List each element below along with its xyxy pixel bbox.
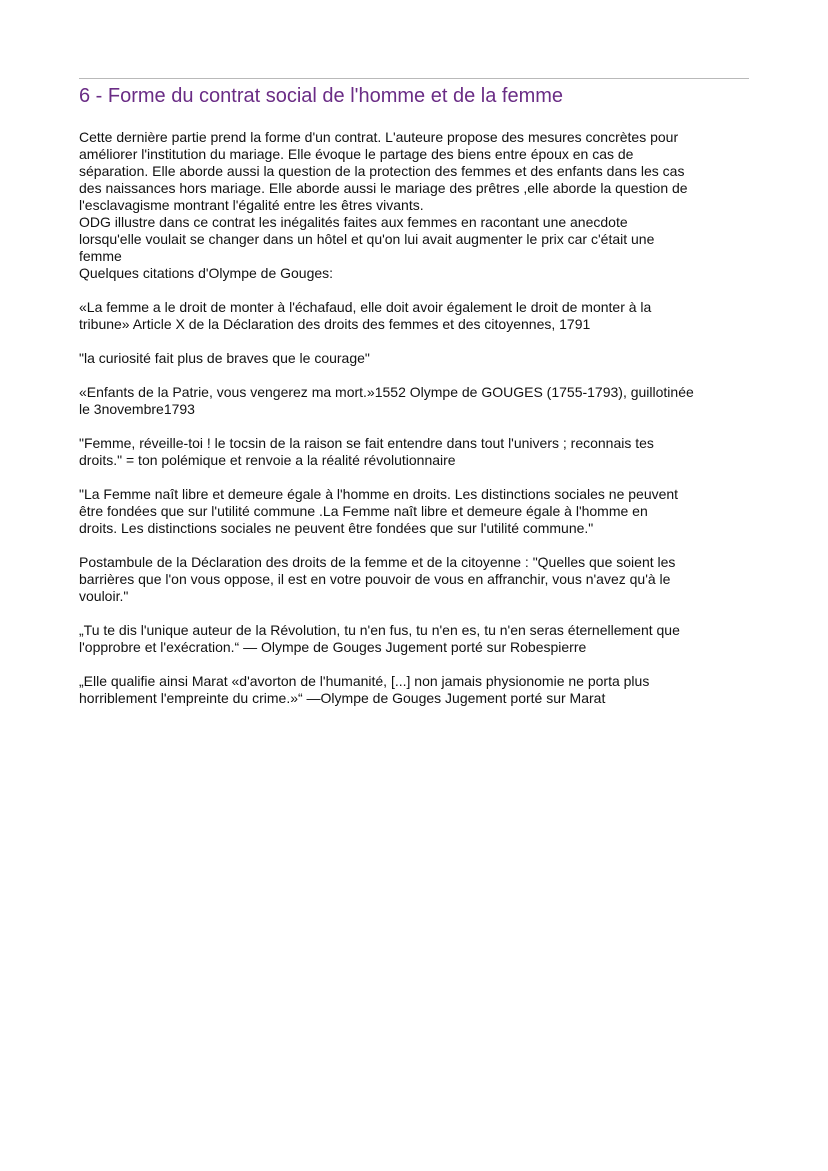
- quote-paragraph: [79, 299, 751, 333]
- text-line: lorsqu'elle voulait se changer dans un hôtel et qu'on lui avait augmenter le prix car c'était une: [79, 231, 655, 247]
- text-line: Cette dernière partie prend la forme d'un contrat. L'auteure propose des mesures concrètes pour: [79, 129, 679, 145]
- text-line: "La Femme naît libre et demeure égale à l'homme en droits. Les distinctions sociales ne peuvent: [79, 486, 679, 502]
- text-line: droits." = ton polémique et renvoie a la réalité révolutionnaire: [79, 452, 456, 468]
- quote-paragraph: [79, 554, 751, 605]
- text-line: "la curiosité fait plus de braves que le courage": [79, 350, 370, 366]
- quote-paragraph: [79, 486, 751, 537]
- paragraph-spacer: [79, 282, 751, 299]
- paragraph-spacer: [79, 469, 751, 486]
- text-line: vouloir.": [79, 588, 129, 604]
- paragraph-spacer: [79, 605, 751, 622]
- intro-paragraph: [79, 129, 751, 282]
- text-line: tribune» Article X de la Déclaration des droits des femmes et des citoyennes, 1791: [79, 316, 591, 332]
- text-line: "Femme, réveille-toi ! le tocsin de la raison se fait entendre dans tout l'univers ; reconnais tes: [79, 435, 654, 451]
- paragraph-spacer: [79, 418, 751, 435]
- text-line: droits. Les distinctions sociales ne peuvent être fondées que sur l'utilité commune.": [79, 520, 594, 536]
- section-title: 6 - Forme du contrat social de l'homme et de la femme: [79, 85, 564, 107]
- text-line: le 3novembre1793: [79, 401, 195, 417]
- quote-paragraph: [79, 622, 751, 656]
- text-line: femme: [79, 248, 122, 264]
- quote-paragraph: [79, 435, 751, 469]
- text-line: des naissances hors mariage. Elle aborde aussi le mariage des prêtres ,elle aborde la question de: [79, 180, 688, 196]
- text-line: horriblement l'empreinte du crime.»“ —Olympe de Gouges Jugement porté sur Marat: [79, 690, 606, 706]
- text-line: ODG illustre dans ce contrat les inégalités faites aux femmes en racontant une anecdote: [79, 214, 628, 230]
- text-line: être fondées que sur l'utilité commune .La Femme naît libre et demeure égale à l'homme en: [79, 503, 648, 519]
- paragraph-spacer: [79, 367, 751, 384]
- text-line: l'opprobre et l'exécration.“ — Olympe de Gouges Jugement porté sur Robespierre: [79, 639, 587, 655]
- document-body: [79, 129, 751, 707]
- paragraph-spacer: [79, 333, 751, 350]
- text-line: Postambule de la Déclaration des droits de la femme et de la citoyenne : "Quelles que soient les: [79, 554, 676, 570]
- header-rule: [79, 78, 749, 79]
- quote-paragraph: [79, 673, 751, 707]
- paragraph-spacer: [79, 656, 751, 673]
- text-line: «La femme a le droit de monter à l'échafaud, elle doit avoir également le droit de monter à la: [79, 299, 652, 315]
- paragraph-spacer: [79, 537, 751, 554]
- quote-paragraph: [79, 350, 751, 367]
- text-line: „Tu te dis l'unique auteur de la Révolution, tu n'en fus, tu n'en es, tu n'en seras éternellement que: [79, 622, 680, 638]
- text-line: «Enfants de la Patrie, vous vengerez ma mort.»1552 Olympe de GOUGES (1755-1793), guillotinée: [79, 384, 694, 400]
- text-line: l'esclavagisme montrant l'égalité entre les êtres vivants.: [79, 197, 424, 213]
- text-line: barrières que l'on vous oppose, il est en votre pouvoir de vous en affranchir, vous n'avez qu'à le: [79, 571, 671, 587]
- text-line: Quelques citations d'Olympe de Gouges:: [79, 265, 334, 281]
- text-line: séparation. Elle aborde aussi la question de la protection des femmes et des enfants dans les cas: [79, 163, 685, 179]
- quote-paragraph: [79, 384, 751, 418]
- text-line: „Elle qualifie ainsi Marat «d'avorton de l'humanité, [...] non jamais physionomie ne porta plus: [79, 673, 650, 689]
- text-line: améliorer l'institution du mariage. Elle évoque le partage des biens entre époux en cas de: [79, 146, 634, 162]
